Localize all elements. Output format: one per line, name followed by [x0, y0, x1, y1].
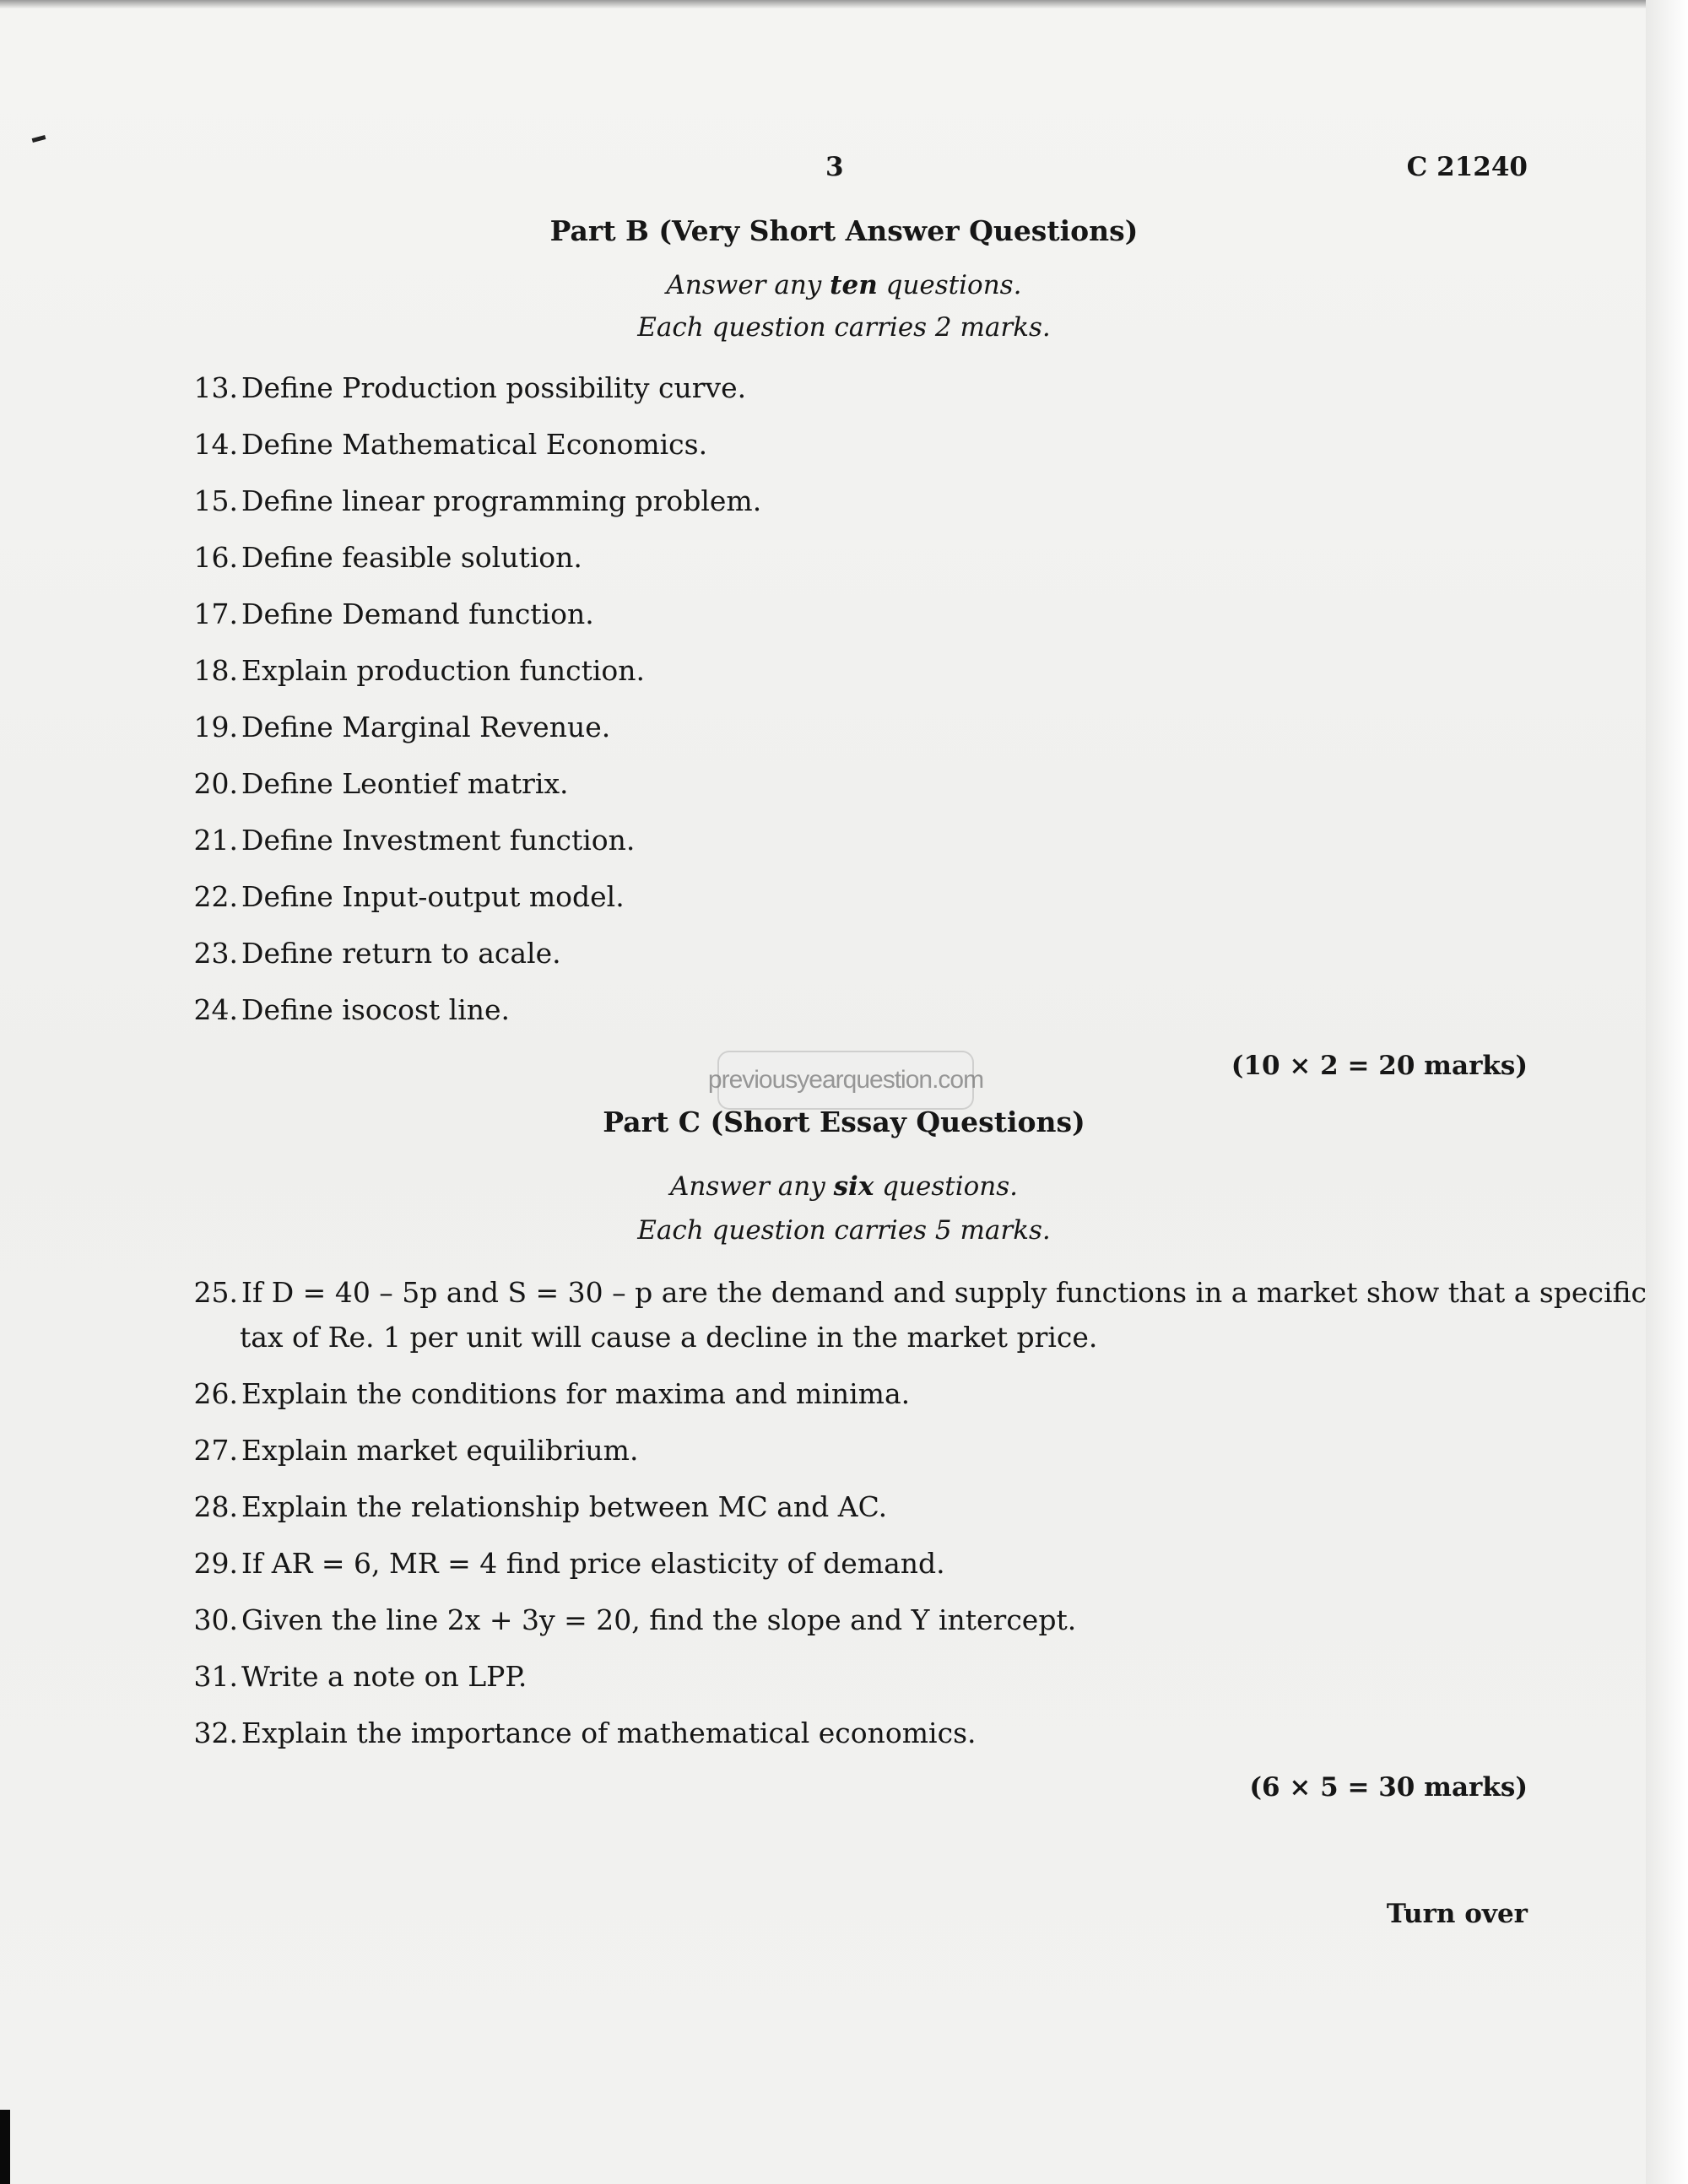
question-text: Explain the importance of mathematical economics. — [241, 1716, 977, 1749]
instruction-suffix: questions. — [874, 1171, 1019, 1202]
question-number: 28. — [193, 1490, 238, 1523]
part-c-instruction — [0, 1171, 1688, 1202]
scan-bottom-bar — [0, 2110, 10, 2184]
question-text: Define isocost line. — [241, 993, 511, 1026]
question-text: Write a note on LPP. — [241, 1660, 528, 1693]
question-number: 27. — [193, 1434, 238, 1467]
question-item — [169, 880, 625, 913]
question-text: Explain market equilibrium. — [241, 1434, 639, 1467]
part-b-title: Part B (Very Short Answer Questions) — [549, 214, 1139, 247]
instruction-prefix: Answer any — [666, 270, 830, 300]
part-b-marks-note: Each question carries 2 marks. — [637, 312, 1051, 343]
question-text: Explain the conditions for maxima and minima. — [241, 1377, 911, 1410]
watermark: previousyearquestion.com — [717, 1051, 974, 1110]
question-text: Define linear programming problem. — [241, 484, 762, 517]
question-number: 23. — [193, 937, 238, 970]
question-text: Define Marginal Revenue. — [241, 711, 611, 743]
question-item — [169, 824, 635, 857]
page-number: 3 — [825, 152, 844, 182]
question-text: Define feasible solution. — [241, 541, 582, 574]
question-item — [169, 1660, 527, 1693]
question-item — [169, 1547, 945, 1580]
question-number: 16. — [193, 541, 238, 574]
part-b-instruction — [0, 270, 1688, 300]
instruction-count: ten — [830, 270, 878, 300]
question-number: 32. — [193, 1716, 238, 1749]
question-item — [169, 993, 510, 1026]
question-item — [169, 1434, 638, 1467]
question-item — [169, 1276, 1647, 1309]
paper-code: C 21240 — [1406, 152, 1528, 182]
scan-mark — [32, 135, 46, 143]
question-item — [169, 1716, 977, 1749]
question-item — [169, 711, 610, 743]
question-number: 22. — [193, 880, 238, 913]
question-number: 30. — [193, 1603, 238, 1636]
question-number: 20. — [193, 767, 238, 800]
question-number: 17. — [193, 597, 238, 630]
question-number: 24. — [193, 993, 238, 1026]
part-c-title: Part C (Short Essay Questions) — [603, 1106, 1085, 1138]
question-text: Define Mathematical Economics. — [241, 428, 708, 461]
question-text-continued: tax of Re. 1 per unit will cause a decline in the market price. — [240, 1321, 1098, 1354]
question-item — [169, 1490, 887, 1523]
part-b-total-marks: (10 × 2 = 20 marks) — [1231, 1051, 1528, 1081]
question-text: Define return to acale. — [241, 937, 561, 970]
instruction-prefix: Answer any — [669, 1171, 834, 1202]
question-number: 19. — [193, 711, 238, 743]
question-item — [169, 1603, 1076, 1636]
question-text: Define Input-output model. — [241, 880, 625, 913]
question-number: 15. — [193, 484, 238, 517]
question-item — [169, 541, 582, 574]
question-text: Define Investment function. — [241, 824, 636, 857]
question-number: 21. — [193, 824, 238, 857]
question-number: 18. — [193, 654, 238, 687]
question-number: 13. — [193, 371, 238, 404]
question-number: 25. — [193, 1276, 238, 1309]
instruction-count: six — [833, 1171, 874, 1202]
part-c-marks-note: Each question carries 5 marks. — [637, 1215, 1051, 1246]
question-item — [169, 371, 746, 404]
question-text: Given the line 2x + 3y = 20, find the slope and Y intercept. — [241, 1603, 1077, 1636]
question-text: Explain the relationship between MC and AC. — [241, 1490, 888, 1523]
turn-over: Turn over — [1386, 1899, 1528, 1929]
question-item — [169, 484, 761, 517]
scan-top-edge — [0, 0, 1688, 8]
question-text: Explain production function. — [241, 654, 646, 687]
question-item — [169, 654, 645, 687]
question-number: 31. — [193, 1660, 238, 1693]
question-text: Define Demand function. — [241, 597, 594, 630]
question-number: 14. — [193, 428, 238, 461]
question-item — [169, 767, 569, 800]
question-item — [169, 937, 561, 970]
question-item — [169, 597, 594, 630]
question-text: Define Production possibility curve. — [241, 371, 747, 404]
part-c-total-marks: (6 × 5 = 30 marks) — [1249, 1772, 1528, 1803]
question-text: Define Leontief matrix. — [241, 767, 569, 800]
instruction-suffix: questions. — [877, 270, 1022, 300]
question-text: If D = 40 – 5p and S = 30 – p are the demand and supply functions in a market show that a specific — [241, 1276, 1647, 1309]
question-item — [169, 428, 707, 461]
question-number: 26. — [193, 1377, 238, 1410]
question-text: If AR = 6, MR = 4 find price elasticity of demand. — [241, 1547, 945, 1580]
question-item — [169, 1377, 910, 1410]
question-number: 29. — [193, 1547, 238, 1580]
